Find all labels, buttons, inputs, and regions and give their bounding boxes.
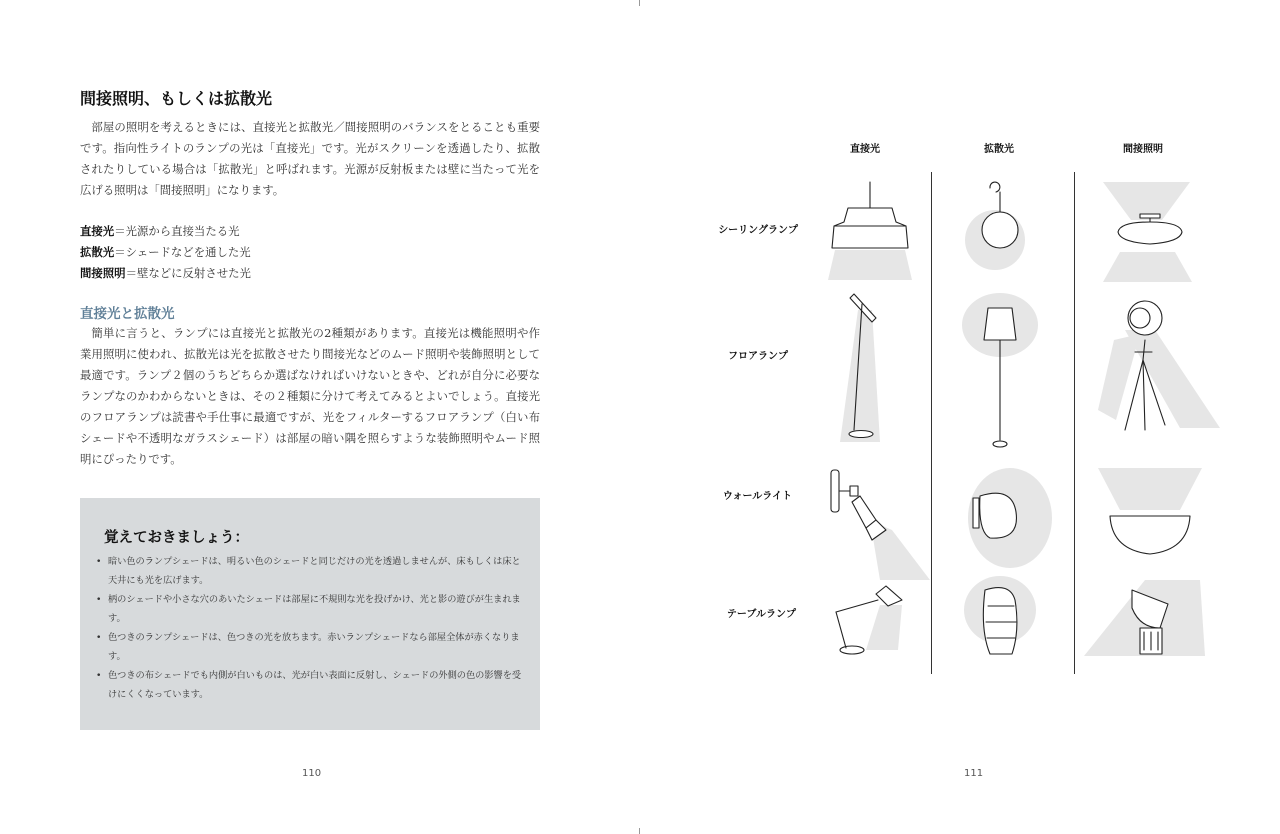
- callout-list: [96, 552, 522, 704]
- definition-direct: 直接光＝光源から直接当たる光: [80, 224, 240, 238]
- callout-item: • 柄のシェードや小さな穴のあいたシェードは部屋に不規則な光を投げかけ、光と影の遊びが生まれます。: [96, 590, 522, 628]
- direct-light-cone: [828, 250, 912, 280]
- column-divider: [1074, 172, 1075, 674]
- ceiling-lamp-direct: [832, 182, 908, 248]
- callout-item: • 暗い色のランプシェードは、明るい色のシェードと同じだけの光を透過しませんが、床もしくは床と天井にも光を広げます。: [96, 552, 522, 590]
- section-subheading: 直接光と拡散光: [80, 306, 175, 322]
- callout-box: [80, 498, 540, 730]
- column-header-diffuse: 拡散光: [984, 144, 1014, 155]
- row-header-floor: フロアランプ: [728, 351, 788, 362]
- floor-lamp-diffuse: [984, 308, 1016, 447]
- page-heading: 間接照明、もしくは拡散光: [80, 89, 273, 108]
- row-header-ceiling: シーリングランプ: [718, 225, 798, 236]
- callout-item: • 色つきの布シェードでも内側が白いものは、光が白い表面に反射し、シェードの外側の色の影響を受けにくくなっています。: [96, 666, 522, 704]
- wall-light-indirect: [1110, 516, 1190, 554]
- page-number-right: 111: [964, 768, 984, 779]
- direct-light-cone: [866, 605, 902, 650]
- definition-list: [80, 221, 251, 284]
- indirect-light-cone: [1125, 330, 1220, 428]
- column-header-indirect: 間接照明: [1123, 144, 1163, 155]
- ceiling-lamp-indirect: [1118, 214, 1182, 244]
- callout-title: 覚えておきましょう：: [104, 530, 249, 546]
- indirect-light-cone: [1103, 252, 1192, 282]
- column-header-direct: 直接光: [850, 144, 880, 155]
- definition-indirect: 間接照明＝壁などに反射させた光: [80, 266, 251, 280]
- table-lamp-diffuse: [983, 588, 1017, 654]
- page-number-left: 110: [302, 768, 322, 779]
- intro-paragraph: 部屋の照明を考えるときには、直接光と拡散光／間接照明のバランスをとることも重要です。指向性ライトのランプの光は「直接光」です。光がスクリーンを透過したり、拡散されたりしている場合は「拡散光」と呼ばれます。光源が反射板または壁に当たって光を広げる照明は「間接照明」になります。: [80, 120, 540, 197]
- row-header-table: テーブルランプ: [726, 609, 796, 620]
- row-header-wall: ウォールライト: [722, 491, 792, 502]
- lamp-illustration-grid: [640, 0, 1280, 834]
- definition-diffuse: 拡散光＝シェードなどを通した光: [80, 245, 251, 259]
- column-divider: [931, 172, 932, 674]
- right-page: [640, 0, 1280, 834]
- callout-item: • 色つきのランプシェードは、色つきの光を放ちます。赤いランプシェードなら部屋全体が赤くなります。: [96, 628, 522, 666]
- indirect-light-cone: [1098, 334, 1140, 420]
- wall-light-direct: [831, 470, 886, 540]
- indirect-light-cone: [1098, 468, 1202, 510]
- body-paragraph: 簡単に言うと、ランプには直接光と拡散光の2種類があります。直接光は機能照明や作業用照明に使われ、拡散光は光を拡散させたり間接光などのムード照明や装飾照明として最適です。ランプ２個のうちどちらか選ばなければいけないときや、どれが自分に必要なランプなのかわからないときは、その２種類に分けて考えてみるとよいでしょう。直接光のフロアランプは読書や手仕事に最適ですが、光をフィルターするフロアランプ（白い布シェードや不透明なガラスシェード）は部屋の暗い隅を照らすような装飾照明やムード照明にぴったりです。: [80, 326, 540, 466]
